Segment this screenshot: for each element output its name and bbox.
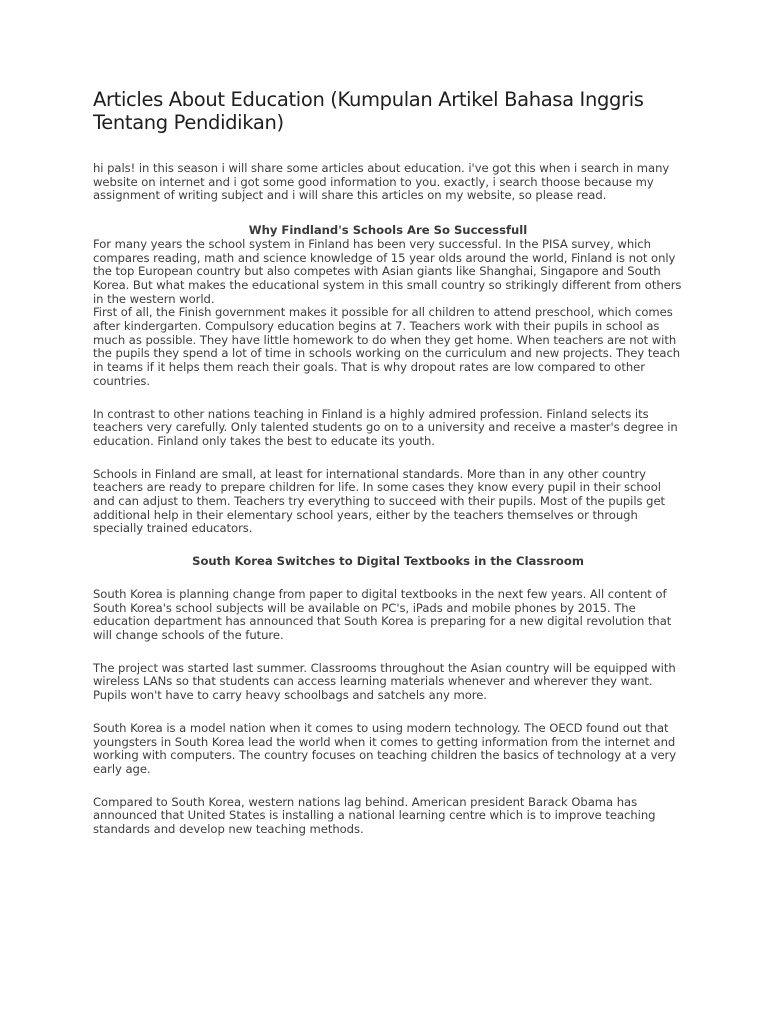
article-south-korea-heading: South Korea Switches to Digital Textbooks in the Classroom	[192, 554, 584, 569]
article-south-korea-paragraph-3: South Korea is a model nation when it comes to using modern technology. The OECD found out that youngsters in South Korea lead the world when it comes to getting information from the internet and working with computers. The country focuses on teaching children the basics of technology at a very early age.	[93, 720, 677, 776]
article-finland-paragraph-3: In contrast to other nations teaching in Finland is a highly admired profession. Finland selects its teachers very carefully. Only talented students go on to a university and receive a master's degree in education. Finland only takes the best to educate its youth.	[93, 406, 678, 448]
intro-paragraph: hi pals! in this season i will share some articles about education. i've got this when i search in many website on internet and i got some good information to you. exactly, i search thoose because my assignment of writing subject and i will share this articles on my website, so please read.	[93, 161, 670, 203]
article-finland	[93, 224, 683, 536]
article-finland-paragraph-1: For many years the school system in Finland has been very successful. In the PISA survey, which compares reading, math and science knowledge of 15 year olds around the world, Finland is not only the top European country but also competes with Asian giants like Shanghai, Singapore and South Korea. But what makes the educational system in this small country so strikingly different from others in the western world.	[93, 236, 682, 306]
article-south-korea-paragraph-2: The project was started last summer. Classrooms throughout the Asian country will be equipped with wireless LANs so that students can access learning materials whenever and wherever they want. Pupils won't have to carry heavy schoolbags and satchels any more.	[93, 660, 676, 703]
document-page	[93, 88, 683, 837]
article-finland-heading: Why Findland's Schools Are So Successfull	[248, 223, 528, 238]
page-title: Articles About Education (Kumpulan Artikel Bahasa Inggris Tentang Pendidikan)	[93, 88, 644, 134]
article-south-korea	[93, 555, 683, 837]
article-south-korea-paragraph-1: South Korea is planning change from paper to digital textbooks in the next few years. All content of South Korea's school subjects will be available on PC's, iPads and mobile phones by 2015. The education department has announced that South Korea is preparing for a new digital revolution that will change schools of the future.	[93, 586, 672, 642]
article-south-korea-paragraph-4: Compared to South Korea, western nations lag behind. American president Barack Obama has announced that United States is installing a national learning centre which is to improve teaching standards and develop new teaching methods.	[93, 794, 656, 837]
article-finland-paragraph-2: First of all, the Finish government makes it possible for all children to attend preschool, which comes after kindergarten. Compulsory education begins at 7. Teachers work with their pupils in school as much as possible. They have little homework to do when they get home. When teachers are not with the pupils they spend a lot of time in schools working on the curriculum and new projects. They teach in teams if it helps them reach their goals. That is why dropout rates are low compared to other countries.	[93, 305, 681, 388]
article-finland-paragraph-4: Schools in Finland are small, at least for international standards. More than in any other country teachers are ready to prepare children for life. In some cases they know every pupil in their school and can adjust to them. Teachers try everything to succeed with their pupils. Most of the pupils get additional help in their elementary school years, either by the teachers themselves or through specially trained educators.	[93, 466, 666, 536]
